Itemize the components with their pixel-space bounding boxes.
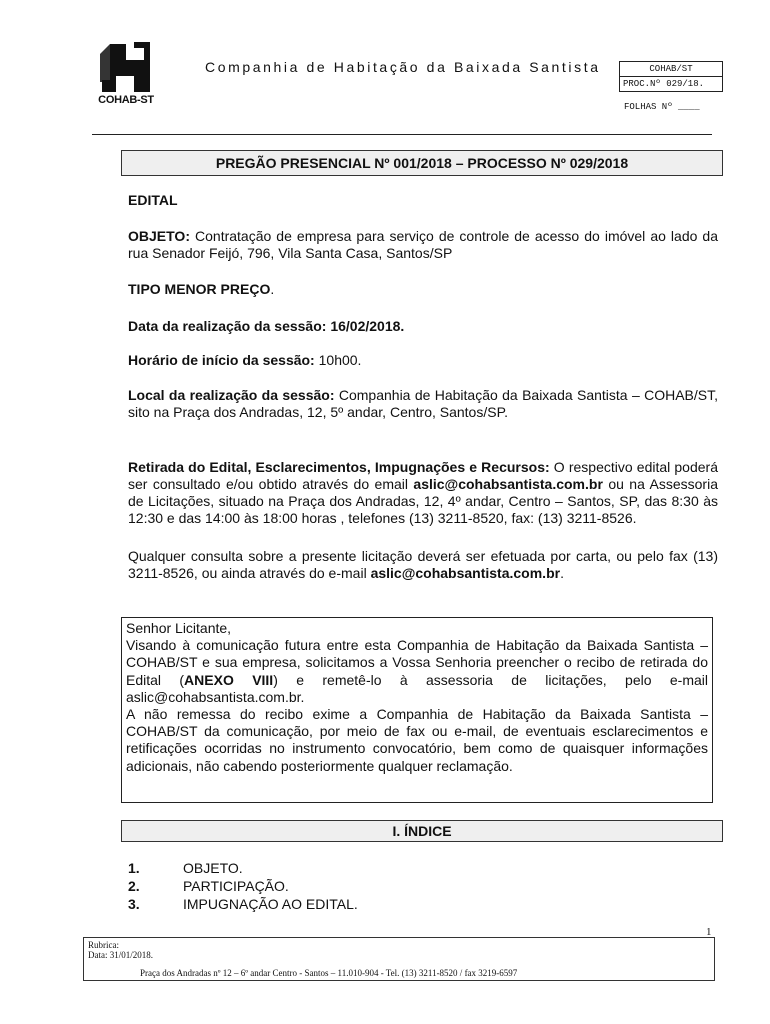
- retirada-email[interactable]: aslic@cohabsantista.com.br: [413, 476, 603, 492]
- index-item-label: OBJETO.: [183, 860, 243, 876]
- cohab-logo-icon: [86, 40, 166, 94]
- notice-greeting: Senhor Licitante,: [126, 620, 232, 636]
- tipo-suffix: .: [270, 281, 275, 297]
- index-item: [128, 878, 289, 895]
- index-item: [128, 860, 243, 877]
- horario-paragraph: [128, 352, 718, 369]
- objeto-paragraph: [128, 228, 718, 262]
- header-divider: [92, 134, 712, 135]
- index-item-number: 1.: [128, 860, 140, 876]
- retirada-text-1: O respectivo edital poderá ser consultado e/ou obtido através do email: [128, 459, 718, 492]
- footer-rubrica: Rubrica:: [88, 940, 119, 950]
- cohab-logo: [86, 40, 166, 110]
- page-number: 1: [706, 926, 712, 938]
- process-stamp: [619, 61, 723, 116]
- horario-value: 10h00.: [314, 352, 362, 368]
- notice-paragraph-1: [126, 637, 708, 706]
- index-item-label: PARTICIPAÇÃO.: [183, 878, 289, 894]
- index-item: [128, 896, 358, 913]
- notice-p1b: ) e remetê-lo à assessoria de licitações, pelo e-mail aslic@cohabsantista.com.br.: [126, 671, 708, 705]
- objeto-text: Contratação de empresa para serviço de controle de acesso do imóvel ao lado da rua Senador Feijó, 796, Vila Santa Casa, Santos/SP: [128, 228, 718, 261]
- logo-text: COHAB-ST: [98, 94, 154, 106]
- footer-date: Data: 31/01/2018.: [88, 950, 153, 960]
- retirada-label: Retirada do Edital, Esclarecimentos, Impugnações e Recursos:: [128, 459, 550, 475]
- index-item-number: 3.: [128, 896, 140, 912]
- edital-heading: EDITAL: [128, 192, 178, 208]
- footer-address: Praça dos Andradas nº 12 – 6º andar Centro - Santos – 11.010-904 - Tel. (13) 3211-8520 / fax 3219-6597: [140, 968, 518, 978]
- horario-label: Horário de início da sessão:: [128, 352, 315, 368]
- index-title: I. ÍNDICE: [121, 820, 723, 842]
- company-name: Companhia de Habitação da Baixada Santista: [205, 59, 601, 75]
- stamp-line-2: PROC.Nº 029/18.: [619, 76, 723, 92]
- objeto-label: OBJETO:: [128, 228, 190, 244]
- stamp-line-1: COHAB/ST: [619, 61, 723, 76]
- index-item-label: IMPUGNAÇÃO AO EDITAL.: [183, 896, 358, 912]
- local-text: Companhia de Habitação da Baixada Santista – COHAB/ST, sito na Praça dos Andradas, 12, 5º andar, Centro, Santos/SP.: [128, 387, 718, 420]
- notice-anexo: ANEXO VIII: [184, 671, 274, 688]
- consulta-email[interactable]: aslic@cohabsantista.com.br: [370, 565, 561, 581]
- local-paragraph: [128, 387, 718, 421]
- notice-box: [121, 617, 713, 803]
- consulta-paragraph: [128, 548, 718, 582]
- document-title: PREGÃO PRESENCIAL Nº 001/2018 – PROCESSO Nº 029/2018: [121, 150, 723, 176]
- stamp-line-3: FOLHAS Nº ____: [624, 102, 700, 112]
- index-item-number: 2.: [128, 878, 140, 894]
- retirada-paragraph: [128, 459, 718, 527]
- consulta-end: .: [560, 565, 564, 581]
- retirada-text-2: ou na Assessoria de Licitações, situado na Praça dos Andradas, 12, 4º andar, Centro – Santos, SP, das 8:30 às 12:30 e das 14:00 às 18:00 horas , telefones (13) 3211-8520, fax: (13) 3211-8526.: [128, 476, 718, 526]
- consulta-text: Qualquer consulta sobre a presente licitação deverá ser efetuada por carta, ou pelo fax (13) 3211-8526, ou ainda através do e-mail: [128, 548, 718, 581]
- tipo-label: TIPO MENOR PREÇO: [128, 281, 271, 297]
- notice-p1a: Visando à comunicação futura entre esta Companhia de Habitação da Baixada Santista – COHAB/ST e sua empresa, solicitamos a Vossa Senhoria preencher o recibo de retirada do Edital (: [126, 637, 708, 688]
- page-header: [0, 0, 770, 140]
- local-label: Local da realização da sessão:: [128, 387, 335, 403]
- notice-paragraph-2: A não remessa do recibo exime a Companhia de Habitação da Baixada Santista – COHAB/ST da comunicação, por meio de fax ou e-mail, de eventuais esclarecimentos e retificações ocorridas no instrumento convocatório, bem como de quaisquer informações adicionais, não cabendo posteriormente qualquer reclamação.: [126, 706, 708, 774]
- tipo-paragraph: [128, 281, 718, 298]
- page-footer: [83, 937, 715, 981]
- data-sessao: Data da realização da sessão: 16/02/2018.: [128, 318, 405, 334]
